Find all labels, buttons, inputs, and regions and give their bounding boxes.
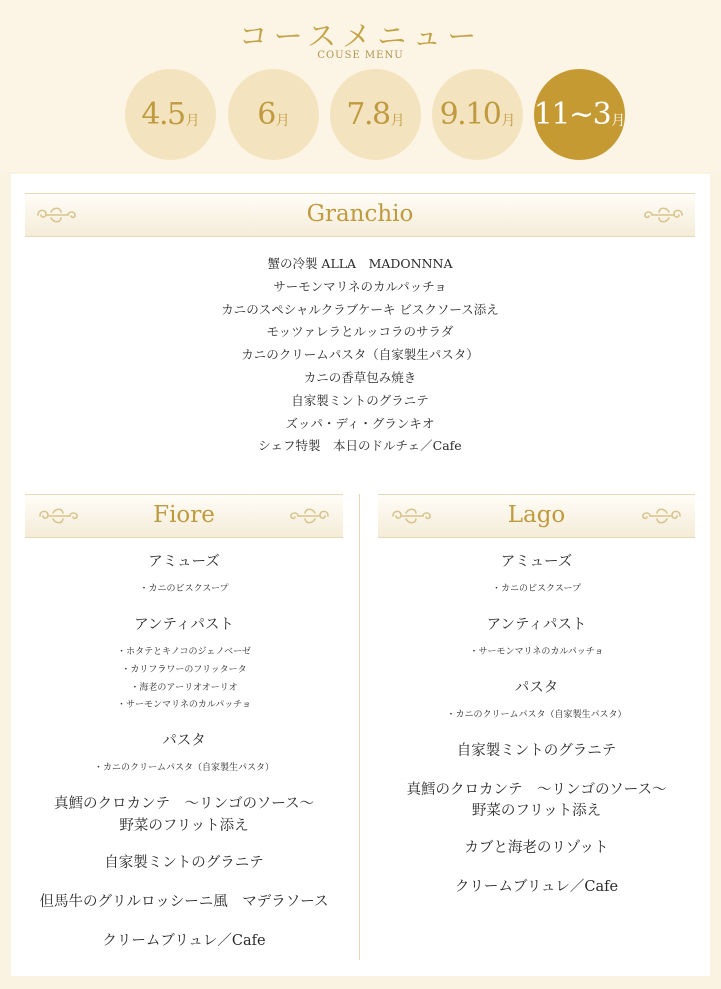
fiore-title: Fiore <box>153 502 215 528</box>
tab-month-label: 6 <box>257 97 275 132</box>
fiore-header <box>25 494 343 538</box>
tab-month-4-5[interactable] <box>125 69 216 160</box>
list-item: サーモンマリネのカルパッチョ <box>273 278 447 294</box>
section-heading: 真鱈のクロカンテ ～リンゴのソース～ <box>406 782 667 798</box>
list-item: モッツァレラとルッコラのサラダ <box>266 324 454 340</box>
section-heading-line2: 野菜のフリット添え <box>471 803 602 819</box>
section-heading: アンティパスト <box>134 617 234 633</box>
list-item: ・カニのビスクスープ <box>139 584 229 594</box>
column-divider <box>359 494 360 960</box>
list-item: ・カニのクリームパスタ（自家製生パスタ） <box>446 710 627 720</box>
section-heading: パスタ <box>162 733 206 749</box>
tab-month-7-8[interactable] <box>330 69 421 160</box>
tab-month-9-10[interactable] <box>432 69 523 160</box>
section-heading: クリームブリュレ／Cafe <box>102 933 266 949</box>
tab-month-label: 9.10 <box>439 97 501 132</box>
section-heading: アミューズ <box>500 554 573 570</box>
tab-month-unit: 月 <box>501 112 516 129</box>
tab-month-label: 11~3 <box>533 97 611 132</box>
scroll-ornament-icon <box>287 505 331 527</box>
list-item: ・サーモンマリネのカルパッチョ <box>469 647 604 657</box>
list-item: ・カニのクリームパスタ（自家製生パスタ） <box>93 763 274 773</box>
section-heading: クリームブリュレ／Cafe <box>454 879 619 895</box>
granchio-header <box>25 193 695 237</box>
list-item: 自家製ミントのグラニテ <box>291 392 429 408</box>
list-item: シェフ特製 本日のドルチェ／Cafe <box>258 438 462 454</box>
tab-month-6[interactable] <box>228 69 319 160</box>
lago-header <box>378 494 695 538</box>
section-heading: 真鱈のクロカンテ ～リンゴのソース～ <box>54 796 314 812</box>
menu-panel <box>11 174 710 976</box>
section-heading: 但馬牛のグリルロッシーニ風 マデラソース <box>39 894 329 910</box>
header <box>0 0 721 172</box>
lago-title: Lago <box>507 502 566 528</box>
page-title: コースメニュー <box>238 19 483 53</box>
tab-month-label: 7.8 <box>346 97 390 132</box>
scroll-ornament-icon <box>639 505 683 527</box>
section-heading: カブと海老のリゾット <box>464 840 609 856</box>
list-item: カニのスペシャルクラブケーキ ビスクソース添え <box>221 301 499 317</box>
granchio-menu-list <box>25 253 695 458</box>
tab-month-unit: 月 <box>185 112 200 129</box>
section-heading: アンティパスト <box>486 617 587 633</box>
list-item: ・ホタテとキノコのジェノベーゼ <box>117 647 251 657</box>
list-item: 蟹の冷製 ALLA MADONNNA <box>267 256 453 271</box>
section-heading: アミューズ <box>148 554 220 570</box>
month-tabs <box>0 69 721 161</box>
tab-month-unit: 月 <box>275 112 290 129</box>
list-item: ズッパ・ディ・グランキオ <box>285 415 435 431</box>
section-heading: パスタ <box>514 680 559 696</box>
list-item: ・カニのビスクスープ <box>491 584 581 594</box>
tab-month-unit: 月 <box>611 112 626 129</box>
granchio-title: Granchio <box>306 201 414 227</box>
list-item: ・海老のアーリオオーリオ <box>130 683 238 693</box>
scroll-ornament-icon <box>641 204 685 226</box>
tab-month-unit: 月 <box>390 112 405 129</box>
list-item: カニの香草包み焼き <box>303 369 417 385</box>
tab-month-label: 4.5 <box>141 97 185 132</box>
tab-month-11-3[interactable] <box>534 69 625 160</box>
page-subtitle: COUSE MENU <box>317 50 404 61</box>
section-heading: 自家製ミントのグラニテ <box>456 743 617 759</box>
list-item: ・サーモンマリネのカルパッチョ <box>117 700 251 710</box>
list-item: カニのクリームパスタ（自家製生パスタ） <box>241 347 479 363</box>
list-item: ・カリフラワーのフリッタータ <box>121 665 247 675</box>
section-heading: 自家製ミントのグラニテ <box>104 855 264 871</box>
section-heading-line2: 野菜のフリット添え <box>119 818 249 834</box>
